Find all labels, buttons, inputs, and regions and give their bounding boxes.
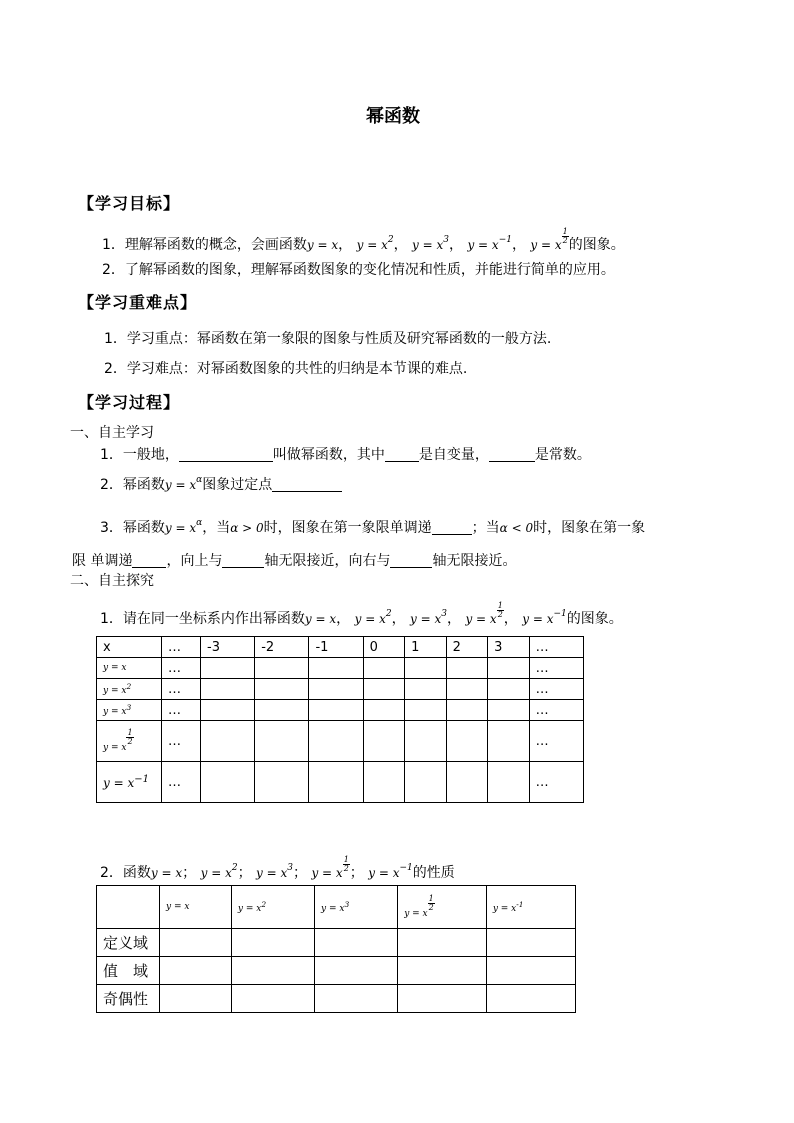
formula-y-xalpha: $y = x^\alpha$ xyxy=(164,518,203,535)
properties-table xyxy=(96,885,576,1013)
row-label: 奇偶性 xyxy=(97,985,160,1013)
empty-cell[interactable] xyxy=(309,679,363,700)
empty-cell[interactable] xyxy=(446,721,487,762)
key-item-2: 2．学习难点：对幂函数图象的共性的归纳是本节课的难点. xyxy=(104,361,468,377)
condition-alpha-negative: α < 0 xyxy=(499,521,534,535)
empty-cell[interactable] xyxy=(486,929,575,957)
formula-y-xhalf: y = x $\frac{1}{2}$ xyxy=(530,227,568,252)
fill-blank[interactable] xyxy=(272,477,342,492)
section-heading-process: 【学习过程】 xyxy=(78,393,181,412)
empty-cell[interactable] xyxy=(363,762,404,803)
empty-cell[interactable] xyxy=(309,721,363,762)
empty-cell xyxy=(97,886,160,929)
table-cell: … xyxy=(529,637,583,658)
row-label: y = x $\frac{1}{2}$ xyxy=(97,721,162,762)
empty-cell[interactable] xyxy=(488,700,529,721)
section-heading-keys: 【学习重难点】 xyxy=(78,293,198,312)
table-header: $y = x^3$ xyxy=(315,886,398,929)
table-row xyxy=(97,700,584,721)
table-header: $y = x^{-1}$ xyxy=(486,886,575,929)
empty-cell[interactable] xyxy=(201,762,255,803)
fill-blank[interactable] xyxy=(390,553,432,568)
value-table xyxy=(96,636,584,803)
table-row xyxy=(97,985,576,1013)
empty-cell[interactable] xyxy=(309,658,363,679)
table-row xyxy=(97,762,584,803)
empty-cell[interactable] xyxy=(405,762,446,803)
empty-cell[interactable] xyxy=(255,721,309,762)
empty-cell[interactable] xyxy=(160,985,232,1013)
empty-cell[interactable] xyxy=(201,679,255,700)
empty-cell[interactable] xyxy=(405,700,446,721)
empty-cell[interactable] xyxy=(201,721,255,762)
empty-cell[interactable] xyxy=(446,679,487,700)
fill-blank[interactable] xyxy=(489,447,535,462)
question-3-line-1: 3．幂函数$y = x^\alpha$，当α > 0时，图象在第一象限单调递 ；当α < 0时，图象在第一象 xyxy=(100,518,646,536)
fill-blank[interactable] xyxy=(432,520,472,535)
empty-cell[interactable] xyxy=(255,679,309,700)
table-cell: … xyxy=(162,762,201,803)
table-cell: 1 xyxy=(405,637,446,658)
table-cell: … xyxy=(529,658,583,679)
empty-cell[interactable] xyxy=(446,700,487,721)
part-2-heading: 二、自主探究 xyxy=(70,573,154,589)
exploration-1: 1．请在同一坐标系内作出幂函数y = x， $y = x^2$， $y = x^3$， y = x $\frac{1}{2}$ ， $y = x^{-1}$的图象。 xyxy=(100,601,623,627)
table-cell: … xyxy=(162,658,201,679)
table-cell: … xyxy=(162,679,201,700)
formula-y-x2: $y = x^2$ xyxy=(356,235,394,252)
question-2: 2．幂函数$y = x^\alpha$图象过定点 xyxy=(100,474,342,494)
table-cell: … xyxy=(529,679,583,700)
fill-blank[interactable] xyxy=(179,447,273,462)
empty-cell[interactable] xyxy=(363,658,404,679)
row-label: 定义域 xyxy=(97,929,160,957)
empty-cell[interactable] xyxy=(488,721,529,762)
empty-cell[interactable] xyxy=(160,957,232,985)
formula-y-xalpha: $y = x^\alpha$ xyxy=(164,475,203,492)
table-cell: 3 xyxy=(488,637,529,658)
empty-cell[interactable] xyxy=(255,700,309,721)
empty-cell[interactable] xyxy=(231,929,314,957)
goal-item-1-suffix: 的图象。 xyxy=(568,237,625,253)
condition-alpha-positive: α > 0 xyxy=(230,521,264,535)
table-header-row xyxy=(97,886,576,929)
empty-cell[interactable] xyxy=(255,658,309,679)
fill-blank[interactable] xyxy=(222,553,264,568)
question-3-line-2: 限 单调递 ，向上与 轴无限接近，向右与 轴无限接近。 xyxy=(72,553,517,569)
empty-cell[interactable] xyxy=(405,658,446,679)
empty-cell[interactable] xyxy=(231,957,314,985)
exploration-2: 2．函数y = x； $y = x^2$； $y = x^3$； y = x $\frac{1}{2}$ ； $y = x^{-1}$的性质 xyxy=(100,855,455,881)
empty-cell[interactable] xyxy=(446,762,487,803)
formula-y-xneg1: $y = x^{-1}$ xyxy=(467,235,512,252)
table-cell: -2 xyxy=(255,637,309,658)
empty-cell[interactable] xyxy=(488,679,529,700)
part-1-heading: 一、自主学习 xyxy=(70,425,154,441)
goal-item-1: 1．理解幂函数的概念，会画函数y = x， $y = x^2$， $y = x^3$， $y = x^{-1}$， y = x $\frac{1}{2}$ 的图象。 xyxy=(102,227,625,253)
empty-cell[interactable] xyxy=(231,985,314,1013)
table-cell: -1 xyxy=(309,637,363,658)
empty-cell[interactable] xyxy=(488,762,529,803)
table-row xyxy=(97,929,576,957)
empty-cell[interactable] xyxy=(398,929,487,957)
row-label: $y = x^2$ xyxy=(97,679,162,700)
formula-y-x3: $y = x^3$ xyxy=(412,235,449,252)
table-cell: … xyxy=(162,721,201,762)
table-cell: x xyxy=(97,637,162,658)
table-cell: 2 xyxy=(446,637,487,658)
table-header-row xyxy=(97,637,584,658)
empty-cell[interactable] xyxy=(486,957,575,985)
empty-cell[interactable] xyxy=(446,658,487,679)
row-label: 值 域 xyxy=(97,957,160,985)
row-label: $y = x^{-1}$ xyxy=(97,762,162,803)
empty-cell[interactable] xyxy=(309,762,363,803)
empty-cell[interactable] xyxy=(315,957,398,985)
empty-cell[interactable] xyxy=(486,985,575,1013)
empty-cell[interactable] xyxy=(363,721,404,762)
table-cell: 0 xyxy=(363,637,404,658)
row-label: $y = x^3$ xyxy=(97,700,162,721)
table-row xyxy=(97,721,584,762)
table-cell: … xyxy=(162,637,201,658)
question-1: 1．一般地， 叫做幂函数，其中 是自变量， 是常数。 xyxy=(100,447,591,463)
key-item-1: 1．学习重点：幂函数在第一象限的图象与性质及研究幂函数的一般方法. xyxy=(104,331,552,347)
table-cell: … xyxy=(529,700,583,721)
table-row xyxy=(97,679,584,700)
empty-cell[interactable] xyxy=(201,658,255,679)
table-cell: … xyxy=(529,721,583,762)
table-header: $y = x^2$ xyxy=(231,886,314,929)
empty-cell[interactable] xyxy=(255,762,309,803)
empty-cell[interactable] xyxy=(398,957,487,985)
table-row xyxy=(97,658,584,679)
empty-cell[interactable] xyxy=(201,700,255,721)
empty-cell[interactable] xyxy=(405,721,446,762)
fill-blank[interactable] xyxy=(385,447,419,462)
table-cell: … xyxy=(162,700,201,721)
empty-cell[interactable] xyxy=(363,679,404,700)
empty-cell[interactable] xyxy=(363,700,404,721)
empty-cell[interactable] xyxy=(315,985,398,1013)
empty-cell[interactable] xyxy=(488,658,529,679)
table-row xyxy=(97,957,576,985)
goal-item-2: 2．了解幂函数的图象，理解幂函数图象的变化情况和性质，并能进行简单的应用。 xyxy=(102,262,615,278)
empty-cell[interactable] xyxy=(309,700,363,721)
empty-cell[interactable] xyxy=(405,679,446,700)
page-title: 幂函数 xyxy=(366,106,420,127)
table-header: y = x xyxy=(160,886,232,929)
fill-blank[interactable] xyxy=(132,553,166,568)
row-label: y = x xyxy=(97,658,162,679)
goal-item-1-prefix: 1．理解幂函数的概念，会画函数 xyxy=(102,237,307,253)
table-cell: … xyxy=(529,762,583,803)
table-cell: -3 xyxy=(201,637,255,658)
section-heading-goals: 【学习目标】 xyxy=(78,194,181,213)
empty-cell[interactable] xyxy=(160,929,232,957)
table-header: y = x $\frac{1}{2}$ xyxy=(398,886,487,929)
empty-cell[interactable] xyxy=(315,929,398,957)
formula-y-x: y = x xyxy=(306,238,339,252)
empty-cell[interactable] xyxy=(398,985,487,1013)
